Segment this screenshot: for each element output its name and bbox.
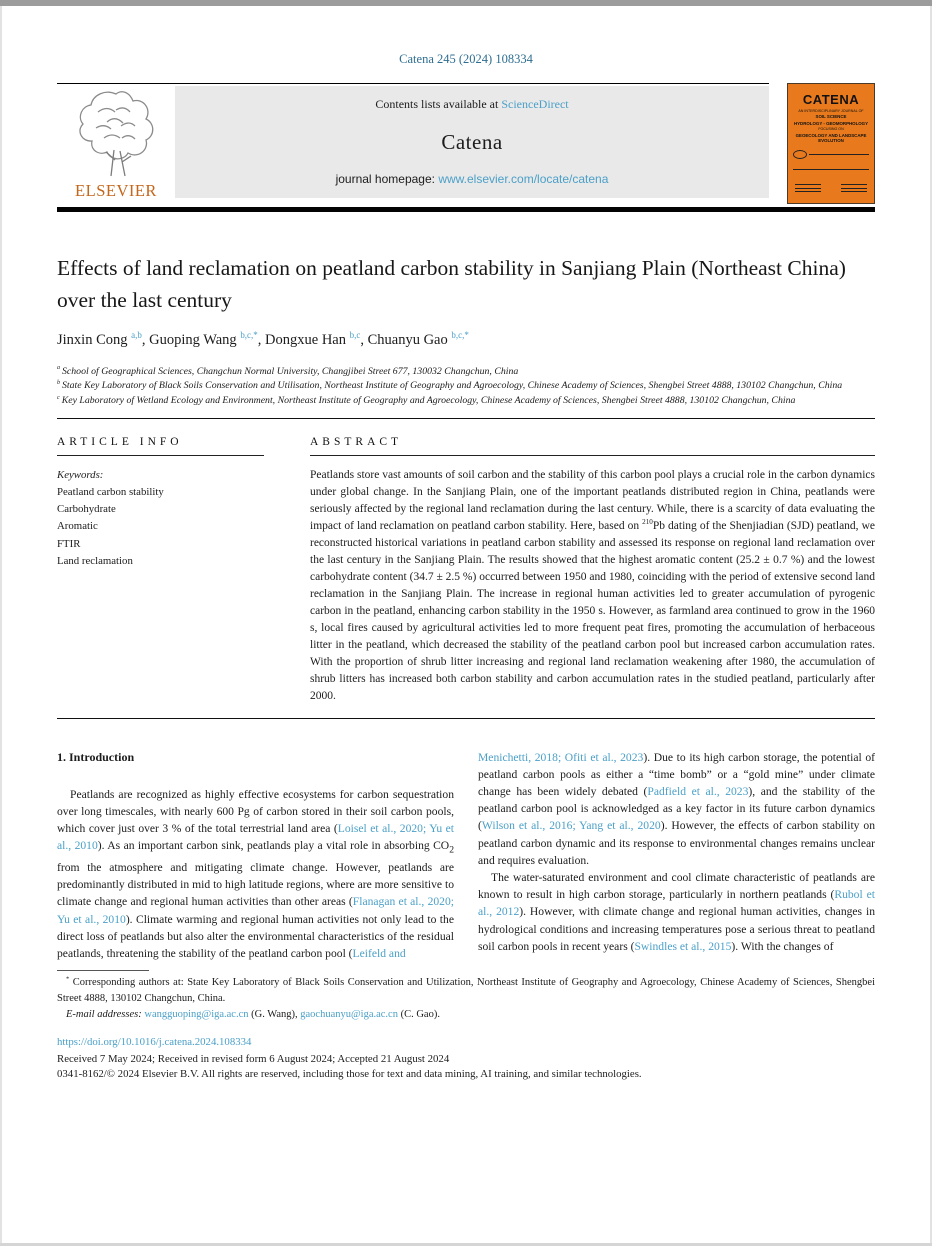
inline-link[interactable]: gaochuanyu@iga.ac.cn xyxy=(300,1009,398,1021)
keyword-item: Carbohydrate xyxy=(57,503,116,516)
cover-globe-icon xyxy=(793,150,807,159)
journal-banner xyxy=(175,86,769,198)
info-section-bottom-rule xyxy=(57,718,875,719)
footnote-block xyxy=(57,970,875,1023)
inline-link[interactable]: Loisel et al., 2020; Yu et al., 2010 xyxy=(57,822,454,853)
abstract-heading: ABSTRACT xyxy=(310,435,403,448)
cover-line-1: SOIL SCIENCE xyxy=(815,114,847,119)
affiliations xyxy=(57,365,875,409)
article-title: Effects of land reclamation on peatland carbon stability in Sanjiang Plain (Northeast China) over the last century xyxy=(57,256,846,313)
abstract-column xyxy=(310,419,875,705)
affiliation-a xyxy=(57,365,875,380)
cover-line-4: GEOECOLOGY AND LANDSCAPE EVOLUTION xyxy=(795,132,867,143)
received-dates-line: Received 7 May 2024; Received in revised form 6 August 2024; Accepted 21 August 2024 xyxy=(57,1052,450,1065)
elsevier-logo xyxy=(57,86,175,201)
journal-cover-thumbnail[interactable] xyxy=(787,83,875,204)
keywords-label: Keywords: xyxy=(57,468,104,481)
abstract-text: Peatlands store vast amounts of soil carbon and the stability of this carbon pool plays a crucial role in the carbon dynamics under global change. In the Sanjiang Plain, one of the important peatlands distributed region in China, peatlands were seriously affected by the regional land reclamation during the last century. While, there is a scarcity of data evaluating the impact of land reclamation on peatland carbon stability. Here, based on $^{210}$Pb dating of the Shenjiadian (SJD) peatland, we reconstructed historical variations in peatland carbon stability and assessed its response on regional land reclamation over the last century in the Sanjiang Plain. The results showed that the highest aromatic content (25.2 ± 0.7 %) and the lowest carbohydrate content (34.7 ± 2.5 %) occurred between 1950 and 1980, coinciding with the period of extensive second land reclamation in the Sanjiang Plain. The increase in regional human activities led to greater accumulation of pyrogenic carbon in the peatland, enhancing carbon stability in the 1950 s. However, as farmland area continued to grow in the 1960 s, local fires caused by agricultural activities led to more frequent peat fires, promoting the accumulation of herbaceous litter in the peatland, which decreased the stability of the peatland carbon pool but increased carbon accumulation rates. With the proportion of shrub litter increasing and regional land reclamation weakening after 1980, the accumulation of shrub litters has increased both carbon stability and carbon accumulation rates in the studied peatland, particularly after 2000. xyxy=(310,468,875,702)
keyword-item: Land reclamation xyxy=(57,554,133,567)
footnote-divider xyxy=(57,970,149,971)
introduction-heading: 1. Introduction xyxy=(57,749,135,764)
affiliation-c xyxy=(57,394,875,409)
inline-link[interactable]: Flanagan et al., 2020; Yu et al., 2010 xyxy=(57,895,454,926)
affiliation-text: School of Geographical Sciences, Changchun Normal University, Changjibei Street 677, 130032 Changchun, China xyxy=(62,365,519,377)
contents-prefix: Contents lists available at xyxy=(375,97,502,111)
affiliation-text: Key Laboratory of Wetland Ecology and Environment, Northeast Institute of Geography and Agroecology, Chinese Academy of Sciences, Shengbei Street 4888, 130102 Changchun, China xyxy=(61,394,796,406)
affiliation-marker: a xyxy=(57,365,61,372)
sciencedirect-link[interactable]: ScienceDirect xyxy=(501,97,569,111)
elsevier-tree-icon xyxy=(74,165,158,182)
homepage-prefix: journal homepage: xyxy=(335,172,439,186)
cover-subtitle: AN INTERDISCIPLINARY JOURNAL OF xyxy=(798,108,864,113)
keyword-item: Aromatic xyxy=(57,520,98,533)
homepage-line xyxy=(175,172,769,186)
cover-divider xyxy=(809,154,869,155)
header-top-rule xyxy=(57,83,769,84)
cover-title: CATENA xyxy=(802,92,860,107)
journal-reference: Catena 245 (2024) 108334 xyxy=(399,52,533,66)
intro-paragraph: Menichetti, 2018; Ofiti et al., 2023). Due to its high carbon storage, the potential of peatland carbon pools as either a “time bomb” or a “gold mine” under climate change has been widely debated (Padfield et al., 2023), and the stability of the peatland carbon pool is acknowledged as a key factor in its future carbon dynamics (Wilson et al., 2016; Yang et al., 2020). However, the effects of carbon stability on peatland carbon dynamic and its response to environmental changes remains unclear and requires evaluation. xyxy=(478,750,876,867)
intro-column-1 xyxy=(57,749,454,963)
cover-logo-row xyxy=(793,150,869,159)
header-bottom-bar xyxy=(57,207,875,212)
elsevier-wordmark: ELSEVIER xyxy=(75,181,157,200)
inline-link[interactable]: b,c,* xyxy=(240,329,258,340)
introduction-section xyxy=(57,749,875,963)
corresponding-author-note: * Corresponding authors at: State Key Laboratory of Black Soils Conservation and Utilization, Northeast Institute of Geography and Agroecology, Chinese Academy of Sciences, Shengbei Street 4888, 130102 Changchun, China. xyxy=(57,975,875,1004)
header-row xyxy=(57,86,769,201)
inline-link[interactable]: b,c,* xyxy=(451,329,469,340)
inline-link[interactable]: Leifeld and xyxy=(352,946,406,960)
inline-link[interactable]: Menichetti, 2018; Ofiti et al., 2023 xyxy=(478,750,644,764)
affiliation-marker: c xyxy=(57,394,60,401)
cover-rule xyxy=(793,169,869,170)
cover-editor-lines xyxy=(793,182,869,193)
keyword-item: Peatland carbon stability xyxy=(57,485,164,498)
keywords-block xyxy=(57,467,264,571)
article-info-underline xyxy=(57,455,264,456)
inline-link[interactable]: Rubol et al., 2012 xyxy=(478,888,875,919)
intro-paragraph: Peatlands are recognized as highly effective ecosystems for carbon sequestration over long timescales, with nearly 600 Pg of carbon stored in their soil carbon pools, which cover just over 3 % of the total terrestrial land area (Loisel et al., 2020; Yu et al., 2010). As an important carbon sink, peatlands play a vital role in absorbing $CO_2$ from the atmosphere and mitigating climate change. However, peatlands are predominantly distributed in mid to high latitude regions, where are more sensitive to climate change and regional human activities than other areas (Flanagan et al., 2020; Yu et al., 2010). Climate warming and regional human activities not only lead to the direct loss of peatlands but also alter the environmental characteristics of the residual peatlands, threatening the stability of the peatland carbon pool (Leifeld and xyxy=(57,787,455,960)
abstract-underline xyxy=(310,455,875,456)
page-content xyxy=(57,6,875,1080)
header-left xyxy=(57,83,769,201)
page-left-edge xyxy=(0,6,2,1246)
affiliation-text: State Key Laboratory of Black Soils Conservation and Utilisation, Northeast Institute of Geography and Agroecology, Chinese Academy of Sciences, Shengbei Street 4888, 130102 Changchun, China xyxy=(62,380,843,392)
contents-line xyxy=(175,97,769,112)
inline-link[interactable]: a,b xyxy=(131,329,142,340)
journal-name: Catena xyxy=(441,129,503,154)
inline-link[interactable]: wangguoping@iga.ac.cn xyxy=(144,1009,249,1021)
email-addresses-line: E-mail addresses: wangguoping@iga.ac.cn (G. Wang), gaochuanyu@iga.ac.cn (C. Gao). xyxy=(66,1009,440,1021)
page-header xyxy=(57,83,875,204)
copyright-line: 0341-8162/© 2024 Elsevier B.V. All rights are reserved, including those for text and data mining, AI training, and similar technologies. xyxy=(57,1067,642,1080)
inline-link[interactable]: Swindles et al., 2015 xyxy=(634,939,732,953)
cover-line-2: HYDROLOGY - GEOMORPHOLOGY xyxy=(793,120,869,126)
keyword-item: FTIR xyxy=(57,537,81,550)
inline-link[interactable]: Padfield et al., 2023 xyxy=(647,784,749,798)
inline-link[interactable]: b,c xyxy=(349,329,361,340)
intro-paragraph: The water-saturated environment and cool climate characteristic of peatlands are known to result in high carbon storage, particularly in northern peatlands (Rubol et al., 2012). However, with climate change and regional human activities, changes in hydrological conditions and increasing temperatures pose a serious threat to peatland soil carbon pools in recent years (Swindles et al., 2015). With the changes of xyxy=(478,870,875,953)
intro-column-2 xyxy=(478,749,875,963)
doi-link[interactable]: https://doi.org/10.1016/j.catena.2024.108334 xyxy=(57,1035,252,1048)
authors-line: Jinxin Cong $^{a,b}$, Guoping Wang $^{b,c,*}$, Dongxue Han $^{b,c}$, Chuanyu Gao $^{b,c,*}$ xyxy=(57,329,469,348)
cover-line-3: FOCUSING ON xyxy=(818,127,844,131)
article-info-column xyxy=(57,419,264,705)
affiliation-b xyxy=(57,379,875,394)
inline-link[interactable]: Wilson et al., 2016; Yang et al., 2020 xyxy=(481,819,661,833)
homepage-link[interactable]: www.elsevier.com/locate/catena xyxy=(438,172,609,186)
article-info-heading: ARTICLE INFO xyxy=(57,435,183,448)
affiliation-marker: b xyxy=(57,379,61,386)
article-info-abstract-section xyxy=(57,419,875,705)
